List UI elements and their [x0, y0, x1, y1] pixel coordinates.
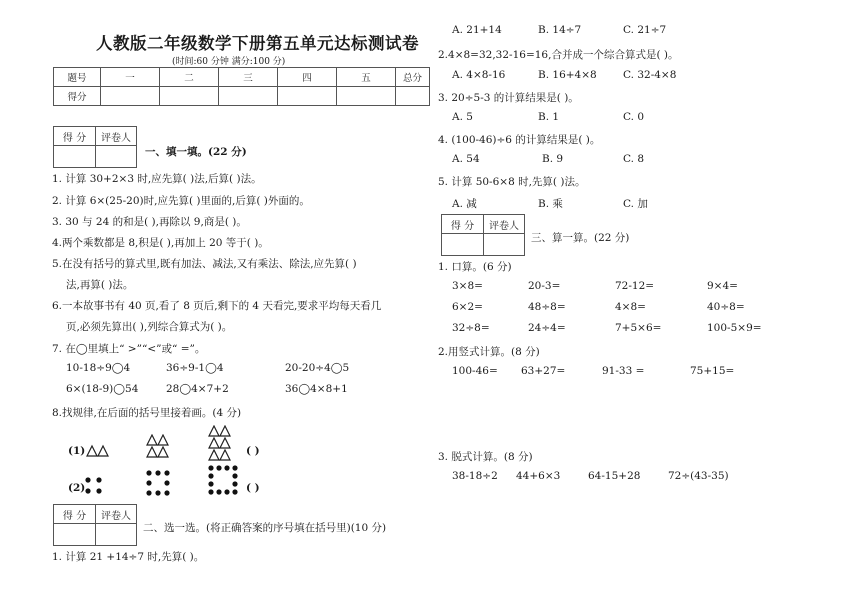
- answer-blank-1[interactable]: ( ): [246, 445, 260, 457]
- oral-calc-item: 24÷4=: [528, 322, 566, 334]
- pattern-row-1-label: (1): [68, 445, 86, 457]
- triangle-pattern-1: [86, 444, 110, 457]
- option-b: B. 乘: [538, 198, 563, 210]
- oral-calc-item: 32÷8=: [452, 322, 490, 334]
- grader-box-score-label: 得 分: [54, 505, 96, 524]
- oral-calc-item: 20-3=: [528, 280, 561, 292]
- score-table-header: 一: [101, 68, 160, 87]
- option-b: B. 16+4×8: [538, 69, 597, 81]
- triangle-pattern-3: [208, 425, 232, 461]
- grader-score-cell[interactable]: [54, 146, 96, 168]
- question-1-3: 3. 30 与 24 的和是( ),再除以 9,商是( )。: [52, 216, 247, 228]
- oral-calc-item: 48÷8=: [528, 301, 566, 313]
- question-2-2: 2.4×8=32,32-16=16,合并成一个综合算式是( )。: [438, 49, 679, 61]
- oral-calc-item: 4×8=: [615, 301, 646, 313]
- score-table-header: 三: [219, 68, 278, 87]
- score-cell[interactable]: [101, 87, 160, 106]
- option-a: A. 5: [452, 111, 473, 123]
- score-cell[interactable]: [337, 87, 396, 106]
- part-3-1-heading: 1. 口算。(6 分): [438, 261, 512, 273]
- option-c: C. 0: [623, 111, 645, 123]
- score-table-header: 题号: [54, 68, 101, 87]
- compare-item: 10-18÷9◯4: [66, 362, 131, 374]
- grader-name-cell[interactable]: [96, 146, 137, 168]
- question-1-4: 4.两个乘数都是 8,积是( ),再加上 20 等于( )。: [52, 237, 269, 249]
- oral-calc-item: 100-5×9=: [707, 322, 762, 334]
- section-3-heading: 三、算一算。(22 分): [531, 232, 630, 244]
- option-a: A. 减: [452, 198, 477, 210]
- option-b: B. 1: [538, 111, 560, 123]
- score-cell[interactable]: [219, 87, 278, 106]
- part-3-2-heading: 2.用竖式计算。(8 分): [438, 346, 540, 358]
- part-3-3-heading: 3. 脱式计算。(8 分): [438, 451, 533, 463]
- question-1-6-line2: 页,必须先算出( ),列综合算式为( )。: [66, 321, 233, 333]
- oral-calc-item: 6×2=: [452, 301, 483, 313]
- option-a: A. 4×8-16: [452, 69, 506, 81]
- option-c: C. 32-4×8: [623, 69, 677, 81]
- option-c: C. 8: [623, 153, 645, 165]
- score-table-header: 总分: [396, 68, 430, 87]
- score-table-row-label: 得分: [54, 87, 101, 106]
- score-table: [53, 67, 430, 106]
- stepwise-calc-item: 38-18÷2: [452, 470, 498, 482]
- question-1-7: 7. 在◯里填上“ >”“<”或“ =”。: [52, 343, 206, 355]
- option-b: B. 9: [542, 153, 564, 165]
- oral-calc-item: 40÷8=: [707, 301, 745, 313]
- option-c: C. 21÷7: [623, 24, 667, 36]
- question-1-6-line1: 6.一本故事书有 40 页,看了 8 页后,剩下的 4 天看完,要求平均每天看几: [52, 300, 382, 312]
- score-cell[interactable]: [160, 87, 219, 106]
- grader-name-cell[interactable]: [96, 524, 137, 546]
- score-cell[interactable]: [278, 87, 337, 106]
- vertical-calc-item: 63+27=: [521, 365, 566, 377]
- grader-name-cell[interactable]: [484, 234, 525, 256]
- grader-box-grader-label: 评卷人: [96, 505, 137, 524]
- compare-item: 36÷9-1◯4: [166, 362, 224, 374]
- oral-calc-item: 72-12=: [615, 280, 655, 292]
- question-1-1: 1. 计算 30+2×3 时,应先算( )法,后算( )法。: [52, 173, 262, 185]
- vertical-calc-item: 91-33 =: [602, 365, 645, 377]
- option-a: A. 21+14: [452, 24, 502, 36]
- grader-box-grader-label: 评卷人: [484, 215, 525, 234]
- stepwise-calc-item: 72÷(43-35): [668, 470, 729, 482]
- section-1-heading: 一、填一填。(22 分): [145, 146, 247, 158]
- compare-item: 20-20÷4◯5: [285, 362, 350, 374]
- dot-pattern-2: [146, 470, 170, 496]
- vertical-calc-item: 100-46=: [452, 365, 498, 377]
- grader-box-score-label: 得 分: [442, 215, 484, 234]
- grader-box-grader-label: 评卷人: [96, 127, 137, 146]
- section-2-heading: 二、选一选。(将正确答案的序号填在括号里)(10 分): [143, 522, 387, 534]
- oral-calc-item: 7+5×6=: [615, 322, 662, 334]
- compare-item: 28◯4×7+2: [166, 383, 229, 395]
- vertical-calc-item: 75+15=: [690, 365, 735, 377]
- question-1-5-line1: 5.在没有括号的算式里,既有加法、减法,又有乘法、除法,应先算( ): [52, 258, 357, 270]
- grader-box: [441, 214, 525, 256]
- dot-pattern-1: [85, 475, 103, 495]
- dot-pattern-3: [208, 465, 238, 495]
- question-2-5: 5. 计算 50-6×8 时,先算( )法。: [438, 176, 586, 188]
- question-2-1: 1. 计算 21 +14÷7 时,先算( )。: [52, 551, 205, 563]
- question-1-2: 2. 计算 6×(25-20)时,应先算( )里面的,后算( )外面的。: [52, 195, 310, 207]
- triangle-pattern-2: [146, 434, 170, 458]
- score-cell[interactable]: [396, 87, 430, 106]
- pattern-row-2-label: (2): [68, 482, 86, 494]
- score-table-header: 四: [278, 68, 337, 87]
- question-1-8: 8.找规律,在后面的括号里接着画。(4 分): [52, 407, 242, 419]
- option-b: B. 14÷7: [538, 24, 582, 36]
- question-1-5-line2: 法,再算( )法。: [66, 279, 134, 291]
- option-a: A. 54: [452, 153, 480, 165]
- compare-item: 36◯4×8+1: [285, 383, 348, 395]
- grader-box: [53, 126, 137, 168]
- score-table-header: 二: [160, 68, 219, 87]
- oral-calc-item: 3×8=: [452, 280, 483, 292]
- compare-item: 6×(18-9)◯54: [66, 383, 139, 395]
- grader-score-cell[interactable]: [54, 524, 96, 546]
- stepwise-calc-item: 64-15+28: [588, 470, 641, 482]
- grader-box-score-label: 得 分: [54, 127, 96, 146]
- option-c: C. 加: [623, 198, 648, 210]
- answer-blank-2[interactable]: ( ): [246, 482, 260, 494]
- oral-calc-item: 9×4=: [707, 280, 738, 292]
- stepwise-calc-item: 44+6×3: [516, 470, 561, 482]
- question-2-3: 3. 20÷5-3 的计算结果是( )。: [438, 92, 579, 104]
- grader-box: [53, 504, 137, 546]
- page-title: 人教版二年级数学下册第五单元达标测试卷: [96, 34, 419, 53]
- grader-score-cell[interactable]: [442, 234, 484, 256]
- question-2-4: 4. (100-46)÷6 的计算结果是( )。: [438, 134, 601, 146]
- score-table-header: 五: [337, 68, 396, 87]
- exam-subtitle: (时间:60 分钟 满分:100 分): [172, 57, 286, 67]
